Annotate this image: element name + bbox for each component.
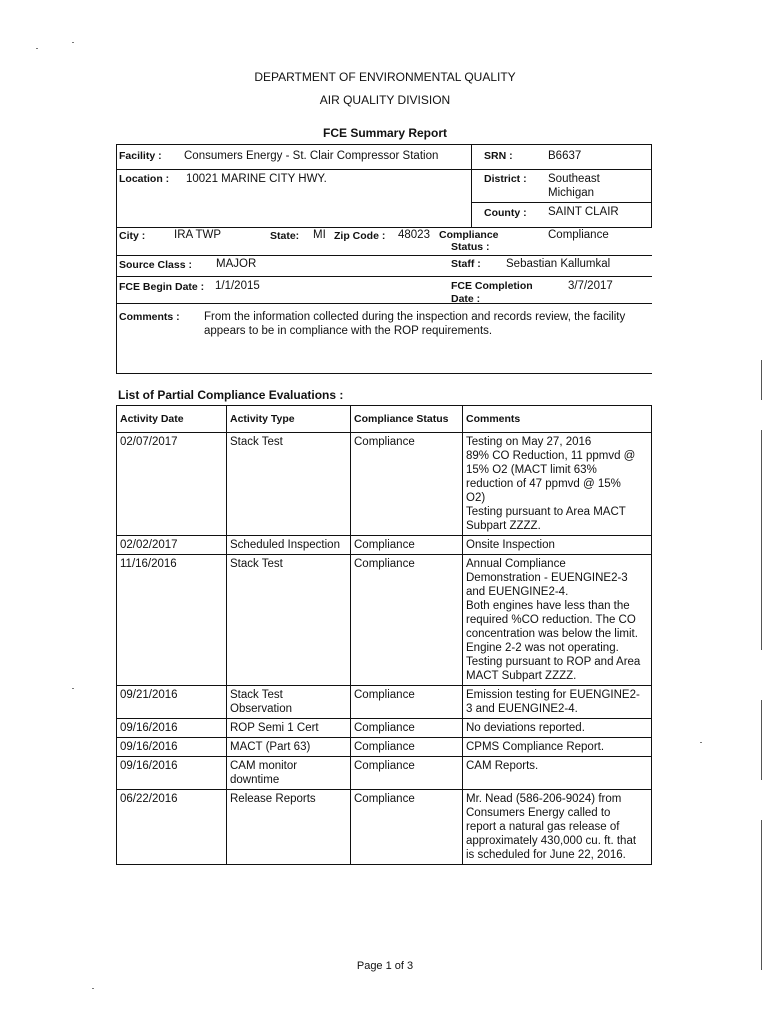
comments-cell-line: CPMS Compliance Report. — [466, 741, 605, 753]
activity-date-cell-line: 02/02/2017 — [120, 539, 178, 551]
compliance-status-cell — [351, 719, 463, 738]
activity-date-cell-line: 09/16/2016 — [120, 760, 178, 772]
fce-completion-date-value: 3/7/2017 — [568, 280, 613, 292]
location-value: 10021 MARINE CITY HWY. — [186, 173, 327, 185]
comments-cell-line: 3 and EUENGINE2-4. — [466, 703, 578, 715]
activity-date-cell-line: 02/07/2017 — [120, 436, 178, 448]
district-line1: Southeast — [548, 173, 600, 185]
compliance-status-cell-line: Compliance — [354, 760, 415, 772]
comments-cell-line: Annual Compliance — [466, 558, 566, 570]
activity-type-cell-line: Scheduled Inspection — [230, 539, 340, 551]
activity-date-cell-line: 09/21/2016 — [120, 689, 178, 701]
fce-begin-date-value: 1/1/2015 — [215, 280, 260, 292]
activity-date-cell-line: 06/22/2016 — [120, 793, 178, 805]
activity-type-cell — [227, 536, 351, 555]
activity-date-cell — [117, 555, 227, 686]
page-number: Page 1 of 3 — [356, 960, 414, 972]
comments-cell — [463, 536, 652, 555]
activity-date-cell-line: 11/16/2016 — [120, 558, 177, 570]
activity-date-cell-line: 09/16/2016 — [120, 722, 178, 734]
compliance-status-cell — [351, 790, 463, 865]
comments-cell-line: 89% CO Reduction, 11 ppmvd @ — [466, 450, 636, 462]
staff-label: Staff : — [451, 258, 481, 270]
activity-type-cell-line: Stack Test — [230, 558, 283, 570]
activity-type-cell-line: MACT (Part 63) — [230, 741, 311, 753]
pce-row — [117, 738, 652, 757]
activity-type-cell-line: downtime — [230, 774, 280, 786]
comments-cell-line: concentration was below the limit. — [466, 628, 638, 640]
activity-type-cell — [227, 790, 351, 865]
activity-type-cell — [227, 555, 351, 686]
col-activity-type: Activity Type — [227, 406, 351, 433]
summary-box — [116, 144, 652, 374]
activity-date-cell — [117, 536, 227, 555]
pce-row — [117, 757, 652, 790]
comments-cell-line: report a natural gas release of — [466, 821, 620, 833]
activity-type-cell — [227, 738, 351, 757]
compliance-status-cell-line: Compliance — [354, 741, 415, 753]
pce-row — [117, 433, 652, 536]
compliance-status-cell-line: Compliance — [354, 689, 415, 701]
comments-cell — [463, 719, 652, 738]
srn-value: B6637 — [548, 150, 582, 162]
activity-date-cell — [117, 738, 227, 757]
comments-cell-line: MACT Subpart ZZZZ. — [466, 670, 577, 682]
city-label: City : — [119, 230, 146, 242]
comments-cell-line: Mr. Nead (586-206-9024) from — [466, 793, 622, 805]
compliance-status-cell-line: Compliance — [354, 436, 415, 448]
source-class-label: Source Class : — [119, 259, 192, 271]
activity-type-cell-line: Stack Test — [230, 689, 283, 701]
comments-cell-line: Testing pursuant to Area MACT — [466, 506, 626, 518]
pce-row — [117, 790, 652, 865]
col-compliance-status: Compliance Status — [351, 406, 463, 433]
compliance-status-cell — [351, 433, 463, 536]
facility-label: Facility : — [119, 150, 162, 162]
compliance-status-cell-line: Compliance — [354, 722, 415, 734]
zip-value: 48023 — [398, 229, 430, 241]
activity-date-cell — [117, 757, 227, 790]
comments-cell-line: Engine 2-2 was not operating. — [466, 642, 619, 654]
comments-cell-line: and EUENGINE2-4. — [466, 586, 569, 598]
activity-type-cell — [227, 433, 351, 536]
activity-date-cell-line: 09/16/2016 — [120, 741, 178, 753]
fce-begin-date-label: FCE Begin Date : — [119, 281, 205, 293]
comments-cell-line: required %CO reduction. The CO — [466, 614, 636, 626]
staff-value: Sebastian Kallumkal — [506, 258, 611, 270]
activity-type-cell-line: CAM monitor — [230, 760, 298, 772]
pce-row — [117, 555, 652, 686]
activity-date-cell — [117, 686, 227, 719]
state-value: MI — [313, 229, 326, 241]
activity-type-cell — [227, 757, 351, 790]
activity-date-cell — [117, 719, 227, 738]
report-title: FCE Summary Report — [322, 126, 448, 140]
comments-cell — [463, 555, 652, 686]
facility-value: Consumers Energy - St. Clair Compressor Station — [184, 150, 439, 162]
district-line2: Michigan — [548, 187, 595, 199]
col-activity-date: Activity Date — [117, 406, 227, 433]
comments-line2: appears to be in compliance with the ROP requirements. — [204, 325, 493, 337]
compliance-status-cell — [351, 536, 463, 555]
comments-cell — [463, 433, 652, 536]
pce-row — [117, 719, 652, 738]
activity-type-cell-line: Observation — [230, 703, 293, 715]
comments-cell-line: No deviations reported. — [466, 722, 585, 734]
division-heading: AIR QUALITY DIVISION — [319, 93, 451, 107]
district-label: District : — [484, 173, 527, 185]
compliance-status-cell — [351, 686, 463, 719]
city-value: IRA TWP — [174, 229, 222, 241]
comments-cell — [463, 738, 652, 757]
zip-label: Zip Code : — [334, 230, 386, 242]
compliance-status-cell-line: Compliance — [354, 793, 415, 805]
compliance-status-label-2: Status : — [451, 241, 490, 253]
comments-cell-line: is scheduled for June 22, 2016. — [466, 849, 626, 861]
comments-cell-line: Both engines have less than the — [466, 600, 630, 612]
comments-cell — [463, 757, 652, 790]
county-value: SAINT CLAIR — [548, 206, 619, 218]
activity-type-cell — [227, 719, 351, 738]
compliance-status-cell — [351, 757, 463, 790]
compliance-status-cell — [351, 738, 463, 757]
compliance-status-label-1: Compliance — [439, 229, 499, 241]
location-label: Location : — [119, 173, 170, 185]
activity-type-cell-line: Release Reports — [230, 793, 316, 805]
activity-date-cell — [117, 433, 227, 536]
comments-cell-line: approximately 430,000 cu. ft. that — [466, 835, 637, 847]
fce-completion-label-2: Date : — [451, 293, 481, 305]
comments-line1: From the information collected during the inspection and records review, the facility — [204, 311, 626, 323]
comments-cell-line: 15% O2 (MACT limit 63% — [466, 464, 597, 476]
compliance-status-value: Compliance — [548, 229, 609, 241]
comments-cell-line: Demonstration - EUENGINE2-3 — [466, 572, 628, 584]
srn-label: SRN : — [484, 150, 513, 162]
comments-cell-line: Testing on May 27, 2016 — [466, 436, 592, 448]
pce-row — [117, 686, 652, 719]
comments-label: Comments : — [119, 311, 180, 323]
comments-cell — [463, 790, 652, 865]
pce-row — [117, 536, 652, 555]
comments-cell-line: Subpart ZZZZ. — [466, 520, 541, 532]
compliance-status-cell — [351, 555, 463, 686]
pce-table — [116, 405, 652, 865]
compliance-status-cell-line: Compliance — [354, 539, 415, 551]
fce-completion-label-1: FCE Completion — [451, 280, 533, 292]
comments-cell-line: reduction of 47 ppmvd @ 15% — [466, 478, 621, 490]
comments-cell-line: O2) — [466, 492, 486, 504]
pce-header-row — [117, 406, 652, 433]
compliance-status-cell-line: Compliance — [354, 558, 415, 570]
activity-type-cell-line: ROP Semi 1 Cert — [230, 722, 319, 734]
source-class-value: MAJOR — [216, 258, 257, 270]
department-heading: DEPARTMENT OF ENVIRONMENTAL QUALITY — [254, 70, 516, 84]
pce-list-title: List of Partial Compliance Evaluations : — [118, 388, 344, 402]
comments-cell-line: Emission testing for EUENGINE2- — [466, 689, 640, 701]
activity-type-cell-line: Stack Test — [230, 436, 283, 448]
comments-cell-line: Onsite Inspection — [466, 539, 555, 551]
activity-type-cell — [227, 686, 351, 719]
comments-cell-line: Consumers Energy called to — [466, 807, 611, 819]
comments-cell-line: CAM Reports. — [466, 760, 539, 772]
activity-date-cell — [117, 790, 227, 865]
comments-cell — [463, 686, 652, 719]
comments-cell-line: Testing pursuant to ROP and Area — [466, 656, 641, 668]
county-label: County : — [484, 207, 527, 219]
col-comments: Comments — [463, 406, 652, 433]
state-label: State: — [270, 230, 300, 242]
